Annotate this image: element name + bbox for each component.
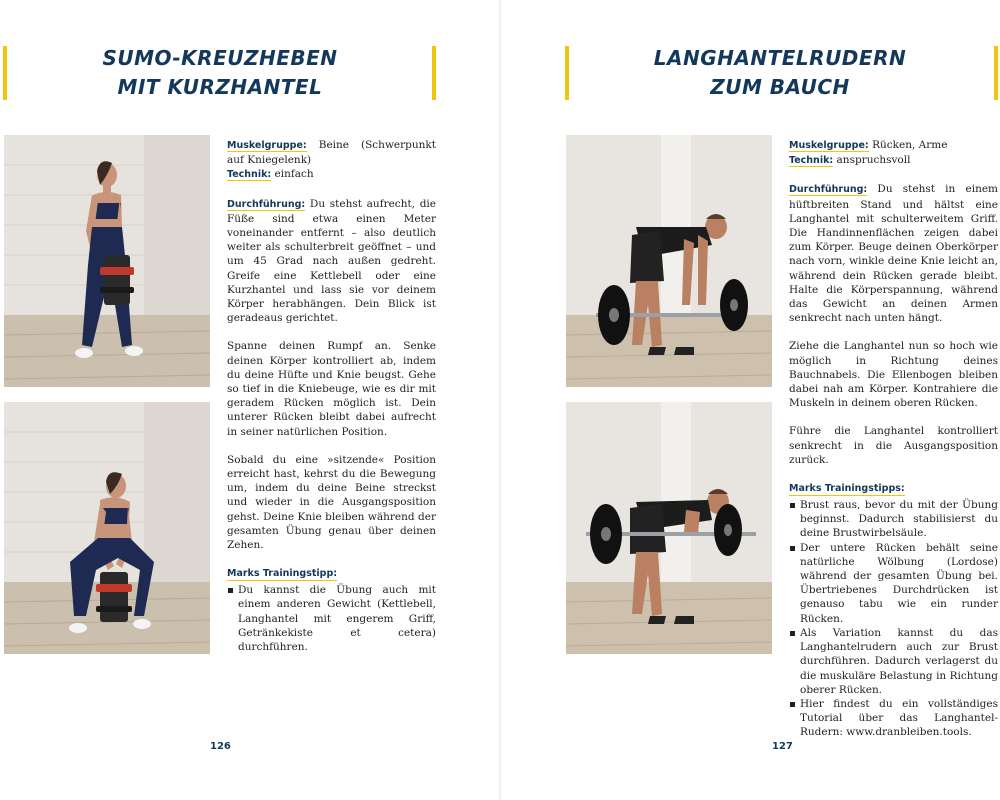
title-line-1: SUMO-KREUZHEBEN [102, 46, 338, 70]
muskelgruppe-label: Muskelgruppe: [227, 140, 307, 151]
durchfuehrung-label: Durchführung: [789, 184, 868, 196]
title-line-1: LANGHANTELRUDERN [653, 46, 907, 70]
tip-item: Brust raus, bevor du mit der Übung beginnst. Dadurch stabilisierst du deine Brustwirbelsäule. [789, 498, 998, 541]
paragraph-3: Führe die Langhantel kontrolliert senkrecht in die Ausgangsposition zurück. [789, 425, 998, 466]
technik-label: Technik: [789, 155, 834, 167]
photo-woman-standing-kettlebell [4, 135, 210, 387]
exercise-title [0, 44, 440, 102]
muskelgruppe-label: Muskelgruppe: [789, 140, 869, 151]
tips-list [789, 498, 998, 739]
left-text-column [227, 138, 436, 654]
paragraph-3: Sobald du eine »sitzende« Position erreicht hast, kehrst du die Bewegung um, indem du deine Beine streckst und wieder in die Ausgangsposition gehst. Deine Knie bleiben während der gesamten Übung genau über deinen Zehen. [227, 453, 436, 552]
paragraph-2: Spanne deinen Rumpf an. Senke deinen Körper kontrolliert ab, indem du deine Hüfte und Knie beugst. Gehe so tief in die Kniebeuge, wie es dir mit geradem Rücken möglich ist. Dein unterer Rücken bleibt dabei aufrecht in seiner natürlichen Position. [227, 340, 436, 438]
tip-item: Als Variation kannst du das Langhantelrudern auch zur Brust durchführen. Dadurch verlagerst du die muskuläre Belastung in Richtung oberer Rücken. [789, 626, 998, 697]
page-number: 126 [210, 741, 231, 752]
technik-label: Technik: [227, 169, 272, 181]
durchfuehrung-text: Du stehst aufrecht, die Füße sind etwa einen Meter voneinander entfernt – also deutlich weiter als schulterbreit geöffnet – und um 45 Grad nach außen gedreht. Greife eine Kettlebell oder eine Kurzhantel und lass sie vor deinem Körper herabhängen. Dein Blick ist geradeaus gerichtet. [227, 197, 436, 325]
page-number: 127 [772, 741, 793, 752]
photo-man-barbell-row [566, 402, 772, 654]
tips-heading: Marks Trainingstipp: [227, 568, 338, 580]
muskelgruppe-value: Rücken, Arme [872, 139, 948, 151]
muskelgruppe-value: Beine (Schwerpunkt auf Kniegelenk) [227, 139, 436, 167]
tips-list [227, 583, 436, 654]
right-text-column [789, 138, 998, 740]
title-line-2: ZUM BAUCH [710, 75, 850, 99]
exercise-title [560, 44, 1000, 102]
photo-man-barbell-start [566, 135, 772, 387]
tip-item: Du kannst die Übung auch mit einem anderen Gewicht (Kettlebell, Langhantel mit engerem Griff, Getränkekiste et cetera) durchführen. [227, 583, 436, 654]
technik-value: anspruchsvoll [836, 154, 911, 167]
tip-item: Der untere Rücken behält seine natürliche Wölbung (Lordose) während der gesamten Übung bei. Übertriebenes Durchdrücken ist genauso tabu wie ein runder Rücken. [789, 541, 998, 626]
right-page [500, 0, 1000, 800]
tip-item: Hier findest du ein vollständiges Tutorial über das Langhantel-Rudern: www.dranbleiben.tools. [789, 697, 998, 740]
paragraph-2: Ziehe die Langhantel nun so hoch wie möglich in Richtung deines Bauchnabels. Die Ellenbogen bleiben dabei nah am Körper. Kontrahiere die Muskeln in deinem oberen Rücken. [789, 340, 998, 410]
photo-woman-sumo-squat [4, 402, 210, 654]
durchfuehrung-label: Durchführung: [227, 198, 306, 210]
title-line-2: MIT KURZHANTEL [117, 75, 323, 99]
durchfuehrung-text: Du stehst in einem hüftbreiten Stand und hältst eine Langhantel mit schulterweitem Griff. Die Handinnenflächen zeigen dabei zum Körper. Beuge deinen Oberkörper nach vorn, winkle deine Knie leicht an, während dein Rücken gerade bleibt. Halte die Körperspannung, während das Gewicht an deinen Armen senkrecht nach unten hängt. [789, 183, 998, 325]
tips-heading: Marks Trainingstipps: [789, 483, 905, 495]
technik-value: einfach [274, 168, 314, 181]
